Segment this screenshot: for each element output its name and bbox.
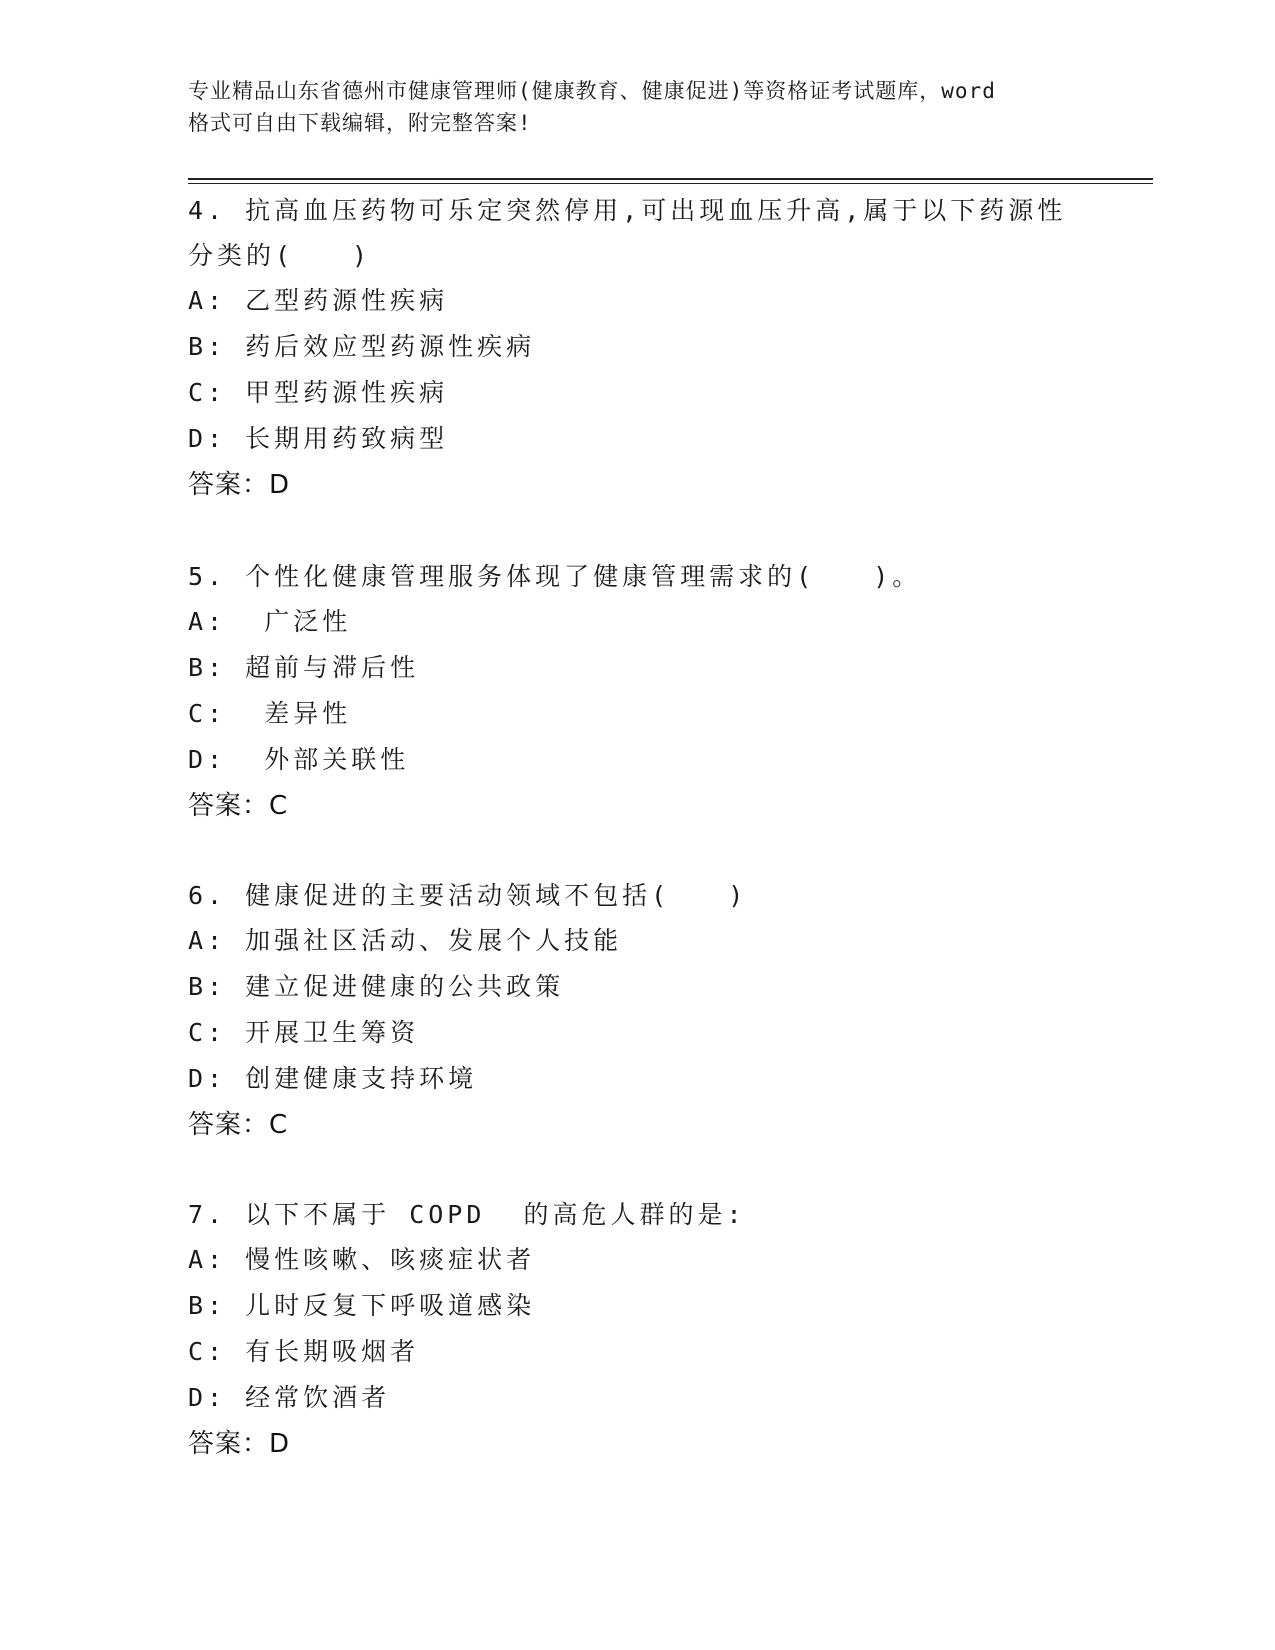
option-d: D: 长期用药致病型 — [188, 424, 449, 453]
option-a: A: 加强社区活动、发展个人技能 — [188, 926, 623, 955]
question-block — [188, 873, 1088, 1148]
option-d: D: 创建健康支持环境 — [188, 1064, 478, 1093]
option-b: B: 药后效应型药源性疾病 — [188, 332, 536, 361]
header-line-2: 格式可自由下载编辑，附完整答案! — [188, 111, 532, 135]
option-d: D: 外部关联性 — [188, 745, 410, 774]
question-stem: 5. 个性化健康管理服务体现了健康管理需求的( )。 — [188, 562, 922, 591]
answer-line: 答案：C — [188, 1110, 289, 1140]
answer-line: 答案：D — [188, 1429, 291, 1459]
option-c: C: 有长期吸烟者 — [188, 1337, 420, 1366]
option-a: A: 慢性咳嗽、咳痰症状者 — [188, 1245, 536, 1274]
option-b: B: 儿时反复下呼吸道感染 — [188, 1291, 536, 1320]
answer-line: 答案：C — [188, 791, 289, 821]
question-block — [188, 1192, 1088, 1467]
document-header — [188, 75, 1108, 139]
header-divider-thick — [188, 178, 1153, 180]
option-c: C: 开展卫生筹资 — [188, 1018, 420, 1047]
header-line-1: 专业精品山东省德州市健康管理师(健康教育、健康促进)等资格证考试题库，word — [188, 79, 996, 103]
option-b: B: 建立促进健康的公共政策 — [188, 972, 565, 1001]
option-c: C: 甲型药源性疾病 — [188, 378, 449, 407]
question-block — [188, 188, 1088, 508]
question-stem: 4. 抗高血压药物可乐定突然停用,可出现血压升高,属于以下药源性分类的( ) — [188, 196, 1067, 270]
option-d: D: 经常饮酒者 — [188, 1383, 391, 1412]
answer-line: 答案：D — [188, 470, 291, 500]
option-b: B: 超前与滞后性 — [188, 653, 420, 682]
option-a: A: 乙型药源性疾病 — [188, 286, 449, 315]
option-a: A: 广泛性 — [188, 607, 352, 636]
question-stem: 6. 健康促进的主要活动领域不包括( ) — [188, 881, 748, 910]
question-block — [188, 554, 1088, 829]
option-c: C: 差异性 — [188, 699, 352, 728]
header-divider-thin — [188, 183, 1153, 184]
question-stem: 7. 以下不属于 COPD 的高危人群的是: — [188, 1200, 746, 1229]
